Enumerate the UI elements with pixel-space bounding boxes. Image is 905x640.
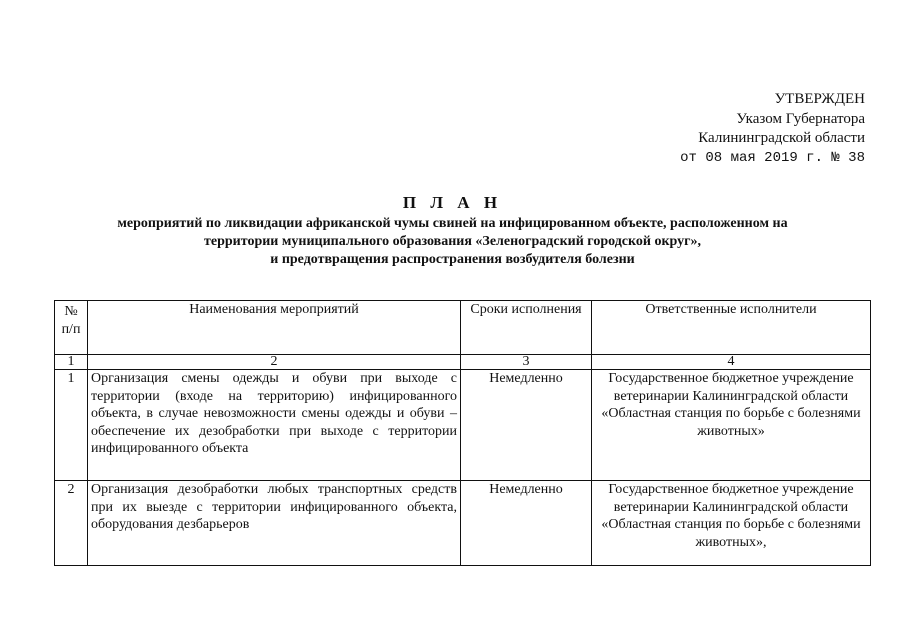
plan-table [54,300,871,566]
approval-decree: Указом Губернатора [736,110,865,127]
header-term: Сроки исполнения [461,301,592,355]
approval-date: от 08 мая 2019 г. № 38 [680,149,865,166]
row-num: 1 [55,370,88,481]
column-number: 4 [592,355,871,370]
column-number: 1 [55,355,88,370]
approval-stamp [625,90,865,168]
table-row [55,481,871,566]
row-responsible: Государственное бюджетное учреждение ветеринарии Калининградской области «Областная станция по борьбе с болезнями животных», [592,481,871,566]
table-row [55,370,871,481]
row-activity: Организация дезобработки любых транспортных средств при их выезде с территории инфицированного объекта, оборудования дезбарьеров [88,481,461,566]
table-header-row [55,301,871,355]
plan-subtitle-line: и предотвращения распространения возбудителя болезни [270,252,635,267]
row-term: Немедленно [461,370,592,481]
header-activity: Наименования мероприятий [88,301,461,355]
approval-approved: УТВЕРЖДЕН [774,91,865,107]
plan-subtitle-line: территории муниципального образования «Зеленоградский городской округ», [204,234,701,249]
row-num: 2 [55,481,88,566]
column-number-row [55,355,871,370]
approval-region: Калининградской области [698,130,865,146]
plan-subtitle [60,215,845,269]
header-num: № п/п [55,301,88,355]
row-activity: Организация смены одежды и обуви при выходе с территории (входе на территорию) инфицированного объекта, в случае невозможности смены одежды и обуви – обеспечение их дезобработки при выходе с территории инфицированного объекта [88,370,461,481]
column-number: 2 [88,355,461,370]
column-number: 3 [461,355,592,370]
header-responsible: Ответственные исполнители [592,301,871,355]
plan-title: П Л А Н [402,193,503,212]
plan-subtitle-line: мероприятий по ликвидации африканской чумы свиней на инфицированном объекте, расположенном на [117,216,788,231]
row-responsible: Государственное бюджетное учреждение ветеринарии Калининградской области «Областная станция по борьбе с болезнями животных» [592,370,871,481]
row-term: Немедленно [461,481,592,566]
